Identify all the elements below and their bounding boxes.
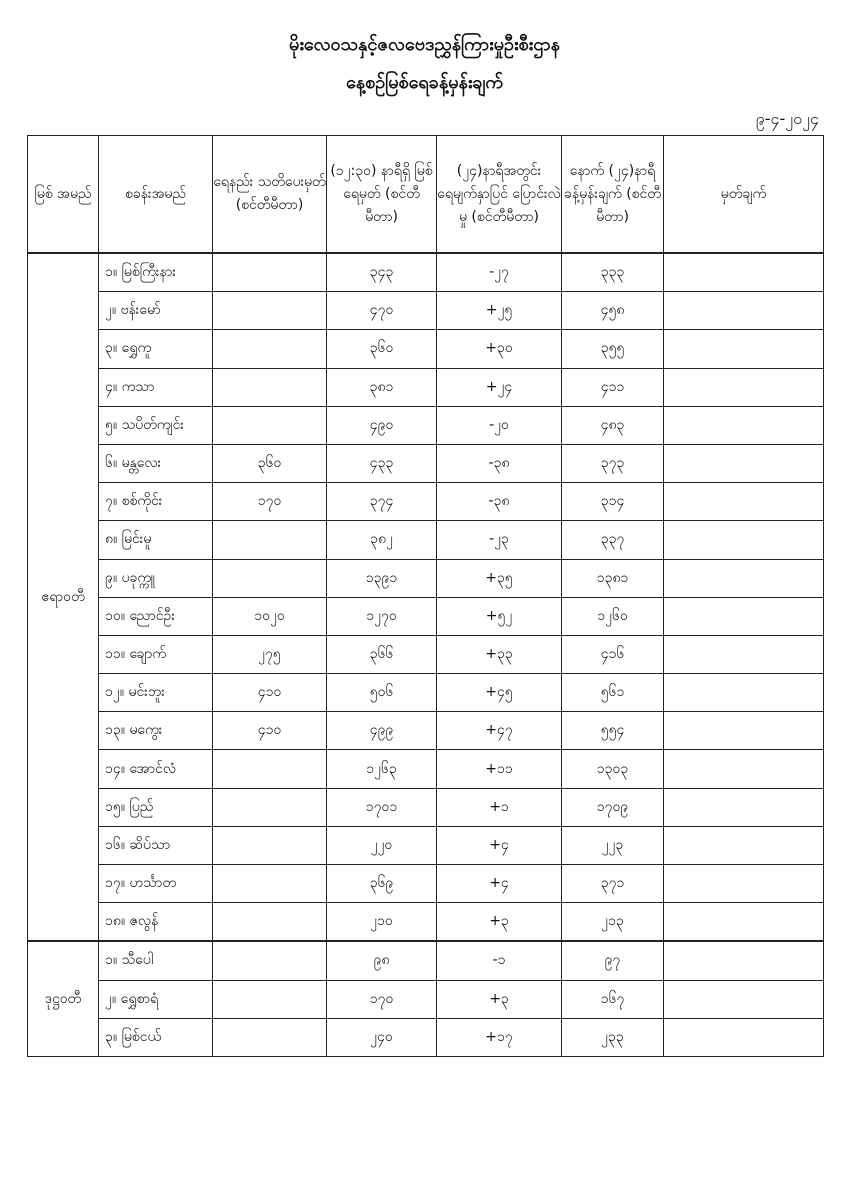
danger-cell bbox=[213, 1018, 327, 1056]
level-cell: ၂၁၀ bbox=[327, 903, 437, 942]
change-cell: +၁၁ bbox=[437, 750, 562, 788]
remarks-cell bbox=[664, 483, 824, 521]
forecast-cell: ၁၆၇ bbox=[562, 980, 664, 1018]
change-cell: +၄ bbox=[437, 826, 562, 864]
station-cell: ၁၈။ ဇလွန် bbox=[99, 903, 213, 942]
table-row bbox=[28, 521, 824, 559]
level-cell: ၁၇၀၁ bbox=[327, 788, 437, 826]
table-row bbox=[28, 635, 824, 673]
river-name-cell: ဒုဋ္ဌဝတီ bbox=[28, 941, 99, 1056]
level-cell: ၄၇၀ bbox=[327, 292, 437, 330]
station-cell: ၁။ မြစ်ကြီးနား bbox=[99, 253, 213, 292]
change-cell: +၂၅ bbox=[437, 292, 562, 330]
change-cell: -၁ bbox=[437, 941, 562, 980]
level-cell: ၄၉၉ bbox=[327, 712, 437, 750]
forecast-cell: ၄၁၆ bbox=[562, 635, 664, 673]
remarks-cell bbox=[664, 559, 824, 597]
forecast-cell: ၃၁၄ bbox=[562, 483, 664, 521]
danger-cell bbox=[213, 292, 327, 330]
station-cell: ၄။ ကသာ bbox=[99, 368, 213, 406]
remarks-cell bbox=[664, 1018, 824, 1056]
table-row bbox=[28, 368, 824, 406]
change-cell: +၄၇ bbox=[437, 712, 562, 750]
remarks-cell bbox=[664, 826, 824, 864]
change-cell: -၂၃ bbox=[437, 521, 562, 559]
remarks-cell bbox=[664, 712, 824, 750]
remarks-cell bbox=[664, 788, 824, 826]
forecast-cell: ၁၃၈၁ bbox=[562, 559, 664, 597]
danger-cell: ၄၁၀ bbox=[213, 712, 327, 750]
station-cell: ၁၃။ မကွေး bbox=[99, 712, 213, 750]
header-forecast: နောက် (၂၄)နာရီ ခန့်မှန်းချက် (စင်တီမီတာ) bbox=[562, 136, 664, 254]
forecast-cell: ၁၂၆၀ bbox=[562, 597, 664, 635]
danger-cell: ၄၁၀ bbox=[213, 674, 327, 712]
level-cell: ၅၀၆ bbox=[327, 674, 437, 712]
level-cell: ၂၄၀ bbox=[327, 1018, 437, 1056]
forecast-cell: ၃၃၇ bbox=[562, 521, 664, 559]
change-cell: +၃ bbox=[437, 903, 562, 942]
level-cell: ၃၆၆ bbox=[327, 635, 437, 673]
station-cell: ၁၂။ မင်းဘူး bbox=[99, 674, 213, 712]
danger-cell bbox=[213, 788, 327, 826]
header-danger-level: ရေနည်း သတိပေးမှတ် (စင်တီမီတာ) bbox=[213, 136, 327, 254]
table-row bbox=[28, 253, 824, 292]
change-cell: +၃ bbox=[437, 980, 562, 1018]
remarks-cell bbox=[664, 980, 824, 1018]
danger-cell bbox=[213, 826, 327, 864]
department-title: မိုးလေဝသနှင့်ဇလဗေဒညွှန်ကြားမှုဦးစီးဌာန bbox=[289, 34, 560, 55]
level-cell: ၁၂၆၃ bbox=[327, 750, 437, 788]
remarks-cell bbox=[664, 941, 824, 980]
table-header-row bbox=[28, 136, 824, 254]
header-water-level: (၁၂:၃၀) နာရီရှိ မြစ်ရေမှတ် (စင်တီမီတာ) bbox=[327, 136, 437, 254]
level-cell: ၃၈၂ bbox=[327, 521, 437, 559]
remarks-cell bbox=[664, 330, 824, 368]
danger-cell bbox=[213, 330, 327, 368]
danger-cell: ၁၇၀ bbox=[213, 483, 327, 521]
remarks-cell bbox=[664, 292, 824, 330]
level-cell: ၁၂၇၀ bbox=[327, 597, 437, 635]
level-cell: ၉၈ bbox=[327, 941, 437, 980]
level-cell: ၃၆၀ bbox=[327, 330, 437, 368]
table-row bbox=[28, 444, 824, 482]
forecast-cell: ၅၅၄ bbox=[562, 712, 664, 750]
change-cell: +၃၅ bbox=[437, 559, 562, 597]
danger-cell bbox=[213, 253, 327, 292]
danger-cell bbox=[213, 368, 327, 406]
change-cell: +၄၅ bbox=[437, 674, 562, 712]
level-cell: ၄၃၃ bbox=[327, 444, 437, 482]
station-cell: ၂။ ဗန်းမော် bbox=[99, 292, 213, 330]
station-cell: ၃။ မြစ်ငယ် bbox=[99, 1018, 213, 1056]
forecast-cell: ၂၃၃ bbox=[562, 1018, 664, 1056]
forecast-cell: ၁၃၀၃ bbox=[562, 750, 664, 788]
forecast-cell: ၁၇၀၉ bbox=[562, 788, 664, 826]
table-row bbox=[28, 597, 824, 635]
danger-cell: ၃၆၀ bbox=[213, 444, 327, 482]
station-cell: ၃။ ရွှေကူ bbox=[99, 330, 213, 368]
table-row bbox=[28, 1018, 824, 1056]
table-body bbox=[28, 253, 824, 1056]
report-date: ၉-၄-၂၀၂၄ bbox=[755, 109, 819, 128]
forecast-cell: ၉၇ bbox=[562, 941, 664, 980]
header-river: မြစ် အမည် bbox=[28, 136, 99, 254]
table-row bbox=[28, 292, 824, 330]
change-cell: +၅၂ bbox=[437, 597, 562, 635]
station-cell: ၈။ မြင်းမူ bbox=[99, 521, 213, 559]
table-row bbox=[28, 712, 824, 750]
forecast-cell: ၄၈၃ bbox=[562, 406, 664, 444]
table-row bbox=[28, 980, 824, 1018]
remarks-cell bbox=[664, 597, 824, 635]
header-remarks: မှတ်ချက် bbox=[664, 136, 824, 254]
change-cell: -၃၈ bbox=[437, 444, 562, 482]
remarks-cell bbox=[664, 674, 824, 712]
table-row bbox=[28, 559, 824, 597]
danger-cell bbox=[213, 750, 327, 788]
level-cell: ၄၉၀ bbox=[327, 406, 437, 444]
forecast-cell: ၃၇၃ bbox=[562, 444, 664, 482]
forecast-cell: ၂၂၃ bbox=[562, 826, 664, 864]
river-name-cell: ဧရာဝတီ bbox=[28, 253, 99, 941]
header-station: စခန်းအမည် bbox=[99, 136, 213, 254]
station-cell: ၁။ သီပေါ bbox=[99, 941, 213, 980]
change-cell: -၃၈ bbox=[437, 483, 562, 521]
forecast-cell: ၄၁၁ bbox=[562, 368, 664, 406]
table-row bbox=[28, 826, 824, 864]
danger-cell bbox=[213, 559, 327, 597]
remarks-cell bbox=[664, 903, 824, 942]
forecast-cell: ၃၇၁ bbox=[562, 865, 664, 903]
station-cell: ၁၄။ အောင်လံ bbox=[99, 750, 213, 788]
table-row bbox=[28, 865, 824, 903]
table-row bbox=[28, 406, 824, 444]
remarks-cell bbox=[664, 635, 824, 673]
danger-cell bbox=[213, 865, 327, 903]
table-row bbox=[28, 941, 824, 980]
remarks-cell bbox=[664, 865, 824, 903]
station-cell: ၉။ ပခုက္ကူ bbox=[99, 559, 213, 597]
remarks-cell bbox=[664, 368, 824, 406]
table-row bbox=[28, 483, 824, 521]
station-cell: ၁၁။ ချောက် bbox=[99, 635, 213, 673]
table-row bbox=[28, 750, 824, 788]
danger-cell bbox=[213, 980, 327, 1018]
forecast-cell: ၃၃၃ bbox=[562, 253, 664, 292]
change-cell: -၂၇ bbox=[437, 253, 562, 292]
station-cell: ၁၆။ ဆိပ်သာ bbox=[99, 826, 213, 864]
header-change: (၂၄)နာရီအတွင်း ရေမျက်နှာပြင် ပြောင်းလဲမှု (စင်တီမီတာ) bbox=[437, 136, 562, 254]
station-cell: ၆။ မန္တလေး bbox=[99, 444, 213, 482]
danger-cell bbox=[213, 521, 327, 559]
level-cell: ၃၈၁ bbox=[327, 368, 437, 406]
level-cell: ၁၃၉၁ bbox=[327, 559, 437, 597]
report-title: နေ့စဉ်မြစ်ရေခန့်မှန်းချက် bbox=[346, 72, 503, 93]
change-cell: +၁ bbox=[437, 788, 562, 826]
danger-cell bbox=[213, 903, 327, 942]
station-cell: ၁၇။ ဟင်္သာတ bbox=[99, 865, 213, 903]
remarks-cell bbox=[664, 521, 824, 559]
remarks-cell bbox=[664, 444, 824, 482]
danger-cell bbox=[213, 941, 327, 980]
forecast-cell: ၅၆၁ bbox=[562, 674, 664, 712]
change-cell: -၂၀ bbox=[437, 406, 562, 444]
level-cell: ၃၇၄ bbox=[327, 483, 437, 521]
danger-cell: ၁၀၂၀ bbox=[213, 597, 327, 635]
station-cell: ၅။ သပိတ်ကျင်း bbox=[99, 406, 213, 444]
table-row bbox=[28, 674, 824, 712]
danger-cell: ၂၇၅ bbox=[213, 635, 327, 673]
remarks-cell bbox=[664, 253, 824, 292]
level-cell: ၂၂၀ bbox=[327, 826, 437, 864]
level-cell: ၃၄၃ bbox=[327, 253, 437, 292]
danger-cell bbox=[213, 406, 327, 444]
table-row bbox=[28, 903, 824, 942]
level-cell: ၃၆၉ bbox=[327, 865, 437, 903]
forecast-cell: ၃၅၅ bbox=[562, 330, 664, 368]
forecast-cell: ၂၁၃ bbox=[562, 903, 664, 942]
change-cell: +၁၇ bbox=[437, 1018, 562, 1056]
remarks-cell bbox=[664, 406, 824, 444]
forecast-cell: ၄၅၈ bbox=[562, 292, 664, 330]
change-cell: +၃၀ bbox=[437, 330, 562, 368]
station-cell: ၁၀။ ညောင်ဦး bbox=[99, 597, 213, 635]
table-row bbox=[28, 330, 824, 368]
change-cell: +၄ bbox=[437, 865, 562, 903]
station-cell: ၇။ စစ်ကိုင်း bbox=[99, 483, 213, 521]
table-row bbox=[28, 788, 824, 826]
change-cell: +၂၄ bbox=[437, 368, 562, 406]
river-forecast-table bbox=[27, 135, 824, 1057]
station-cell: ၂။ ရွှေစာရံ bbox=[99, 980, 213, 1018]
change-cell: +၃၃ bbox=[437, 635, 562, 673]
remarks-cell bbox=[664, 750, 824, 788]
station-cell: ၁၅။ ပြည် bbox=[99, 788, 213, 826]
level-cell: ၁၇၀ bbox=[327, 980, 437, 1018]
